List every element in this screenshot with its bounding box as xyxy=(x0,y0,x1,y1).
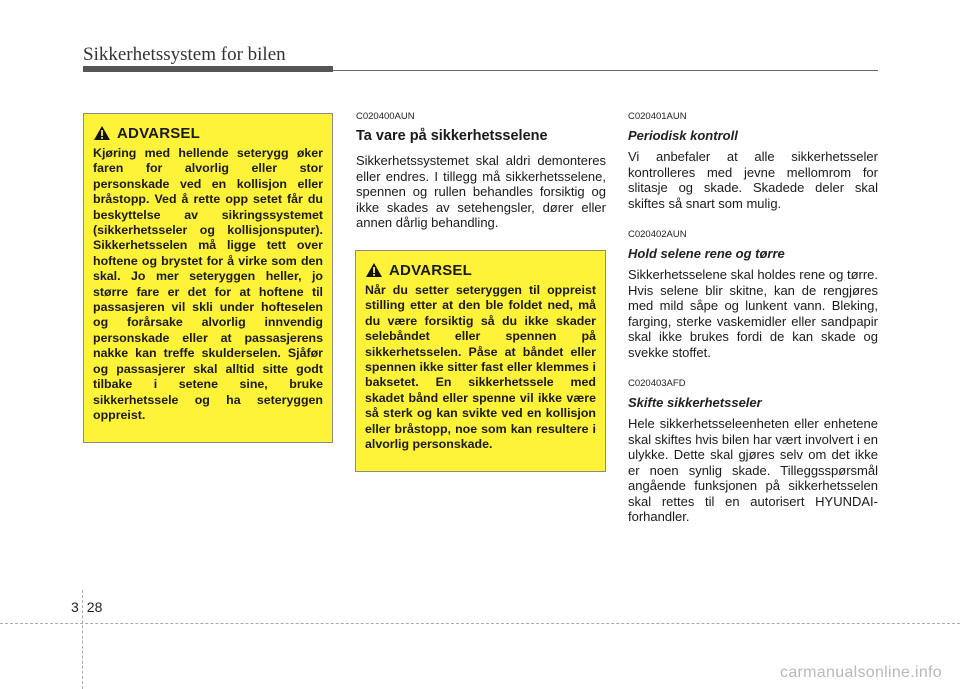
warning-text: Når du setter seteryggen til oppreist stilling etter at den ble foldet ned, må du være forsiktig så du ikke skader selebåndet eller spennen på sikkerhetsselen. Påse at båndet eller spennen ikke sitter fast eller klemmes i baksetet. En sikkerhetssele med skadet bånd eller spenne vil ikke være så sterk og kan svikte ved en kollisjon eller bråstopp, noe som kan resultere i alvorlig personskade. xyxy=(365,283,596,452)
footer-line xyxy=(0,623,960,624)
warning-triangle-icon xyxy=(93,125,111,141)
section-text: Vi anbefaler at alle sikkerhetsseler kontrolleres med jevne mellomrom for slitasje og skade. Skadede deler skal skiftes så snart som mulig. xyxy=(628,149,878,211)
header-bar xyxy=(83,66,333,72)
warning-title: ADVARSEL xyxy=(117,124,200,142)
section-heading: Periodisk kontroll xyxy=(628,128,738,143)
section-text: Hele sikkerhetsseleenheten eller enhetene skal skiftes hvis bilen har vært involvert i en ulykke. Dette skal gjøres selv om det ikke er noen synlig skade. Tilleggsspørsmål angående funksjonen på sikkerhetsselen skal rettes til en autorisert HYUNDAI-forhandler. xyxy=(628,416,878,524)
warning-title: ADVARSEL xyxy=(389,261,472,279)
header-title: Sikkerhetssystem for bilen xyxy=(83,44,286,65)
section-skifte xyxy=(628,378,878,525)
warning-text: Kjøring med hellende seterygg øker faren for alvorlig eller stor personskade ved en kollisjon eller bråstopp. Ved å rette opp setet får du beskyttelse av sikringssystemet (sikkerhetsseler og kollisjonsputer). Sikkerhetsselen må ligge tett over hoftene og brystet for å virke som den skal. Jo mer seteryggen heller, jo større fare er det for at hoftene til passasjeren vil skli under hofteselen og forårsake alvorlig innvendig personskade eller at passasjerens nakke kan treffe skulderselen. Sjåfør og passasjerer skal alltid sitte godt tilbake i setene sine, bruke sikkerhetssele og ha seteryggen oppreist. xyxy=(93,146,323,422)
warning-header xyxy=(365,259,596,281)
section-code: C020402AUN xyxy=(628,229,687,240)
section-heading: Ta vare på sikkerhetsselene xyxy=(356,128,548,144)
right-column xyxy=(628,111,878,525)
watermark: carmanualsonline.info xyxy=(780,664,942,681)
section-text: Sikkerhetssystemet skal aldri demonteres eller endres. I tillegg må sikkerhetsselene, spennen og rullen behandles forsiktig og ikke skades av setehengsler, dører eller annen dårlig behandling. xyxy=(356,153,606,230)
warning-header xyxy=(93,122,323,144)
warning-box-middle xyxy=(355,250,606,472)
warning-box-left xyxy=(83,113,333,443)
section-periodisk xyxy=(628,111,878,211)
chapter-number: 3 xyxy=(71,599,79,615)
header-line xyxy=(333,70,878,71)
section-text: Sikkerhetsselene skal holdes rene og tørre. Hvis selene blir skitne, kan de rengjøres med mild såpe og lunkent vann. Bleking, farging, sterke vaskemidler eller sandpapir skal ikke brukes fordi de kan skade og svekke stoffet. xyxy=(628,267,879,360)
section-heading: Hold selene rene og tørre xyxy=(628,246,785,261)
section-code: C020400AUN xyxy=(356,111,415,122)
section-heading: Skifte sikkerhetsseler xyxy=(628,395,762,410)
warning-triangle-icon xyxy=(365,262,383,278)
section-rene xyxy=(628,229,878,360)
page-number-value: 28 xyxy=(86,599,103,615)
middle-column xyxy=(356,111,606,231)
page-number xyxy=(71,599,110,615)
section-code: C020403AFD xyxy=(628,378,686,389)
section-code: C020401AUN xyxy=(628,111,687,122)
